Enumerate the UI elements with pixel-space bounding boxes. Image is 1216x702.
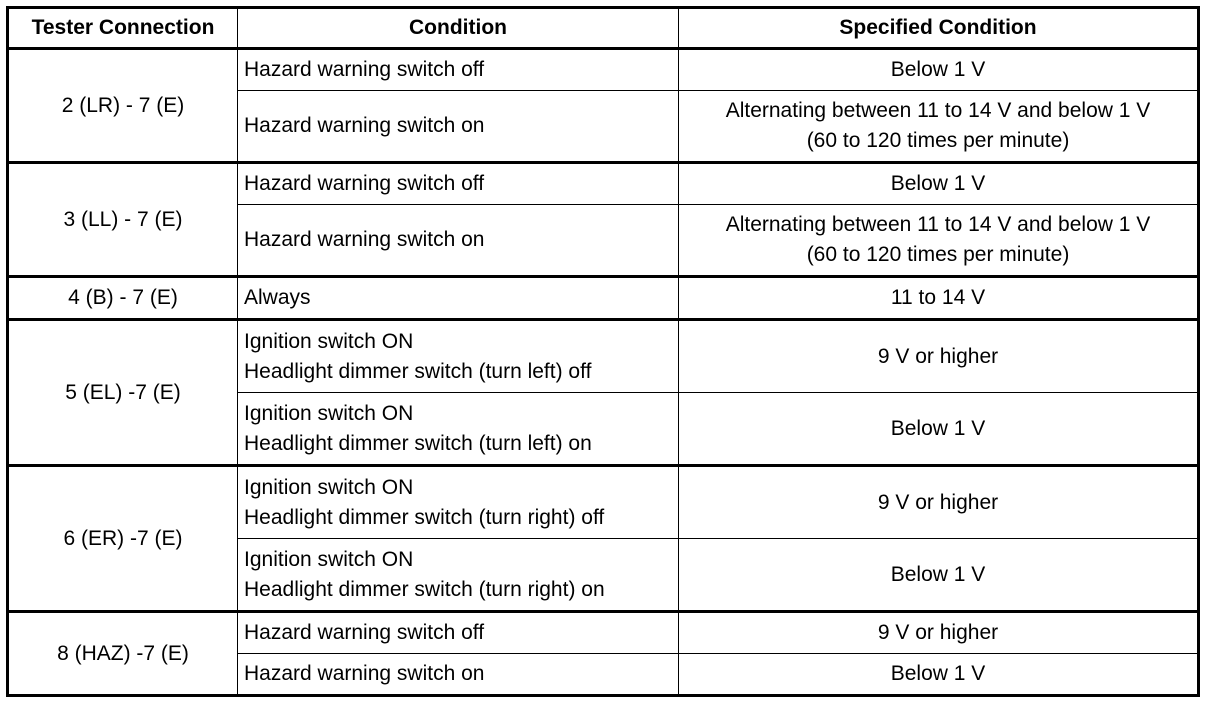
specified-condition-cell: Below 1 V bbox=[679, 654, 1199, 696]
condition-cell: Hazard warning switch off bbox=[238, 612, 679, 654]
table-row bbox=[8, 49, 1199, 91]
specified-condition-cell: Alternating between 11 to 14 V and below 1 V (60 to 120 times per minute) bbox=[679, 91, 1199, 163]
specified-condition-cell: Below 1 V bbox=[679, 163, 1199, 205]
specified-condition-cell: Below 1 V bbox=[679, 393, 1199, 466]
table-row bbox=[8, 612, 1199, 654]
table-row bbox=[8, 466, 1199, 539]
specified-condition-cell: Below 1 V bbox=[679, 539, 1199, 612]
tester-connection-cell: 4 (B) - 7 (E) bbox=[8, 277, 238, 320]
header-row bbox=[8, 8, 1199, 49]
specified-condition-cell: Alternating between 11 to 14 V and below 1 V (60 to 120 times per minute) bbox=[679, 205, 1199, 277]
tester-connection-cell: 6 (ER) -7 (E) bbox=[8, 466, 238, 612]
condition-cell: Hazard warning switch on bbox=[238, 654, 679, 696]
header-tester-connection: Tester Connection bbox=[8, 8, 238, 49]
tester-connection-cell: 8 (HAZ) -7 (E) bbox=[8, 612, 238, 696]
header-specified-condition: Specified Condition bbox=[679, 8, 1199, 49]
condition-cell: Hazard warning switch off bbox=[238, 49, 679, 91]
condition-cell: Ignition switch ON Headlight dimmer switch (turn left) on bbox=[238, 393, 679, 466]
condition-cell: Hazard warning switch off bbox=[238, 163, 679, 205]
table-row bbox=[8, 277, 1199, 320]
group-haz bbox=[8, 612, 1199, 696]
tester-connection-cell: 3 (LL) - 7 (E) bbox=[8, 163, 238, 277]
condition-cell: Hazard warning switch on bbox=[238, 91, 679, 163]
tester-connection-cell: 5 (EL) -7 (E) bbox=[8, 320, 238, 466]
specified-condition-cell: Below 1 V bbox=[679, 49, 1199, 91]
table-row bbox=[8, 163, 1199, 205]
group-b bbox=[8, 277, 1199, 320]
group-ll bbox=[8, 163, 1199, 277]
group-lr bbox=[8, 49, 1199, 163]
condition-cell: Always bbox=[238, 277, 679, 320]
header-condition: Condition bbox=[238, 8, 679, 49]
group-el bbox=[8, 320, 1199, 466]
condition-cell: Hazard warning switch on bbox=[238, 205, 679, 277]
specified-condition-cell: 11 to 14 V bbox=[679, 277, 1199, 320]
specified-condition-cell: 9 V or higher bbox=[679, 612, 1199, 654]
specified-condition-cell: 9 V or higher bbox=[679, 466, 1199, 539]
group-er bbox=[8, 466, 1199, 612]
specified-condition-cell: 9 V or higher bbox=[679, 320, 1199, 393]
condition-cell: Ignition switch ON Headlight dimmer switch (turn left) off bbox=[238, 320, 679, 393]
tester-connection-cell: 2 (LR) - 7 (E) bbox=[8, 49, 238, 163]
table-row bbox=[8, 320, 1199, 393]
inspection-table bbox=[6, 6, 1200, 697]
table-header bbox=[8, 8, 1199, 49]
condition-cell: Ignition switch ON Headlight dimmer switch (turn right) on bbox=[238, 539, 679, 612]
condition-cell: Ignition switch ON Headlight dimmer switch (turn right) off bbox=[238, 466, 679, 539]
